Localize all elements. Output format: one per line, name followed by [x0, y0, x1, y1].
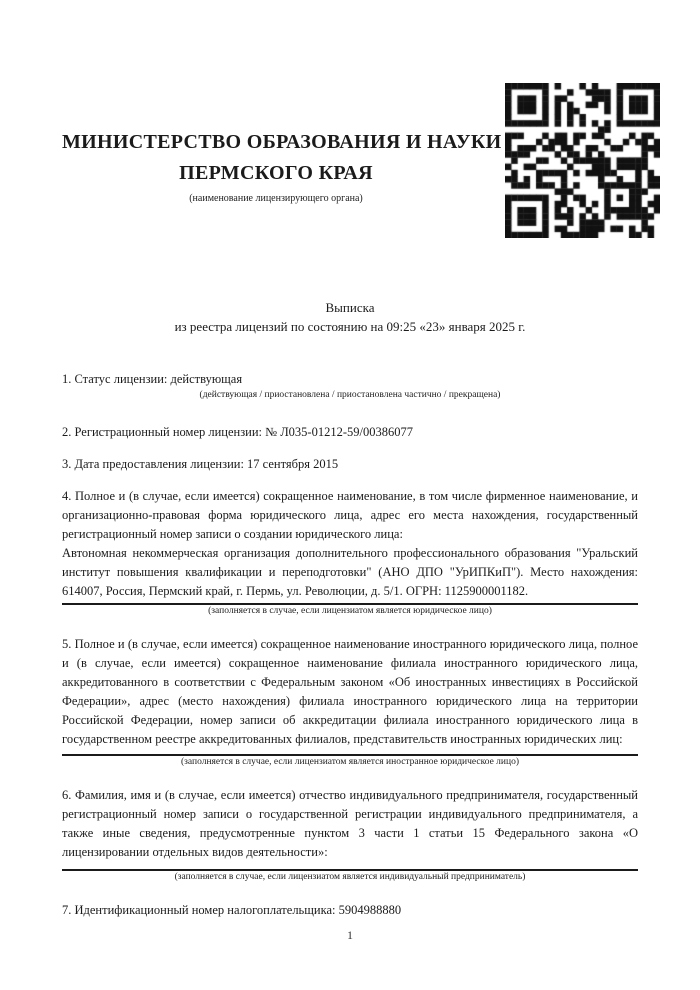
- taxpayer-number-text: 7. Идентификационный номер налогоплательщика: 5904988880: [62, 903, 402, 917]
- qr-code-icon: [505, 83, 660, 238]
- license-status-options-caption: (действующая / приостановлена / приостановлена частично / прекращена): [199, 390, 501, 400]
- extract-title-line1: Выписка: [325, 300, 375, 315]
- registration-number-text: 2. Регистрационный номер лицензии: № Л035-01212-59/00386077: [62, 425, 413, 439]
- item-license-status: [62, 370, 638, 402]
- extract-title: [62, 298, 638, 336]
- entrepreneur-caption: (заполняется в случае, если лицензиатом является индивидуальный предприниматель): [174, 872, 526, 882]
- foreign-entity-caption: (заполняется в случае, если лицензиатом является иностранное юридическое лицо): [181, 757, 519, 767]
- ministry-header: [62, 127, 502, 205]
- document-body: [62, 298, 638, 920]
- item-foreign-entity: [62, 635, 638, 769]
- legal-entity-caption: (заполняется в случае, если лицензиатом является юридическое лицо): [208, 606, 492, 616]
- legal-entity-value-text: Автономная некоммерческая организация дополнительного профессионального образования "Уральский институт повышения квалификации и переподготовки" (АНО ДПО "УрИПКиП"). Место нахождения: 614007, Россия, Пермский край, г. Пермь, ул. Революции, д. 5/1. ОГРН: 1125900001182.: [62, 546, 638, 598]
- item-registration-number: [62, 423, 638, 442]
- item-entrepreneur: [62, 786, 638, 884]
- item-taxpayer-number: [62, 901, 638, 920]
- entrepreneur-question-text: 6. Фамилия, имя и (в случае, если имеется) отчество индивидуального предпринимателя, государственный регистрационный номер записи о государственной регистрации индивидуального предпринимателя, а также иные сведения, предусмотренные пунктом 3 части 1 статьи 15 Федерального закона «О лицензировании отдельных видов деятельности»:: [62, 788, 638, 859]
- item-legal-entity: [62, 487, 638, 618]
- legal-entity-question-text: 4. Полное и (в случае, если имеется) сокращенное наименование, в том числе фирменное наименование, и организационно-правовая форма юридического лица, адрес его места нахождения, государственный регистрационный номер записи о создании юридического лица:: [62, 489, 638, 541]
- licensing-authority-caption: (наименование лицензирующего органа): [189, 193, 363, 204]
- grant-date-text: 3. Дата предоставления лицензии: 17 сентября 2015: [62, 457, 339, 471]
- item-grant-date: [62, 455, 638, 474]
- page-number: 1: [347, 928, 353, 942]
- license-status-text: 1. Статус лицензии: действующая: [62, 372, 243, 386]
- ministry-name-line2: ПЕРМСКОГО КРАЯ: [179, 162, 373, 184]
- foreign-entity-question-text: 5. Полное и (в случае, если имеется) сокращенное наименование иностранного юридического лица, полное и (в случае, если имеется) сокращенное наименование филиала иностранного юридического лица, аккредитованного в соответствии с Федеральным законом «Об иностранных инвестициях в Российской Федерации», адрес (место нахождения) филиала иностранного юридического лица на территории Российской Федерации, номер записи об аккредитации филиала иностранного юридического лица в государственном реестре аккредитованных филиалов, представительств иностранных юридических лиц:: [62, 637, 638, 746]
- extract-title-line2: из реестра лицензий по состоянию на 09:25 «23» января 2025 г.: [174, 319, 526, 334]
- ministry-name-line1: МИНИСТЕРСТВО ОБРАЗОВАНИЯ И НАУКИ: [62, 131, 502, 153]
